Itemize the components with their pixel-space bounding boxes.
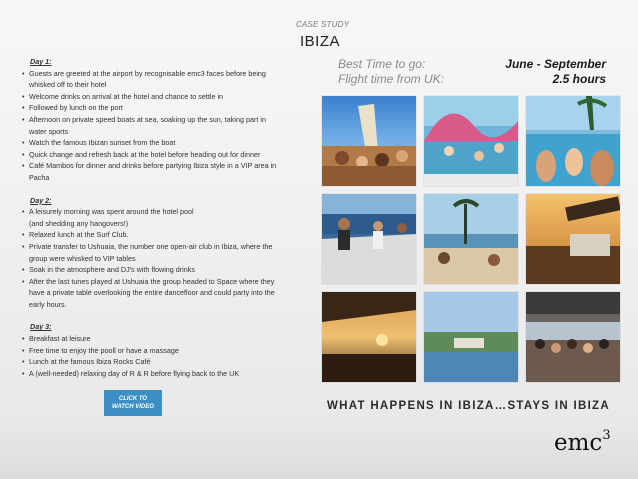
list-item: • Soak in the atmosphere and DJ's with flowing drinks — [22, 264, 302, 276]
itinerary — [22, 56, 302, 390]
list-item: • Quick change and refresh back at the hotel before heading out for dinner — [22, 149, 302, 161]
day-2-list — [22, 206, 302, 310]
best-time-row — [338, 57, 606, 71]
resort-pool-photo — [424, 292, 518, 382]
case-study-kicker: CASE STUDY — [296, 20, 350, 29]
watch-video-line2: WATCH VIDEO — [112, 404, 154, 410]
day-2-title: Day 2: — [30, 195, 52, 205]
list-item: • Lunch at the famous Ibiza Rocks Café — [22, 356, 302, 368]
club-crowd-photo — [526, 292, 620, 382]
pool-friends-photo — [526, 96, 620, 186]
day-3-block — [22, 321, 302, 379]
list-item: • Café Mambos for dinner and drinks before partying Ibiza style in a VIP area in — [22, 160, 302, 172]
list-item: • Afternoon on private speed boats at sea, soaking up the sun, taking part in — [22, 114, 302, 126]
tagline: WHAT HAPPENS IN IBIZA…STAYS IN IBIZA — [327, 400, 610, 412]
best-time-value: June - September — [505, 57, 606, 71]
list-item: (and shedding any hangovers!) — [29, 218, 129, 228]
list-item: • Relaxed lunch at the Surf Club. — [22, 229, 302, 241]
list-item: • Followed by lunch on the port — [22, 102, 302, 114]
logo-text: emc — [554, 430, 603, 456]
list-item: • A leisurely morning was spent around the hotel pool — [22, 206, 302, 218]
sunset-bar-photo — [526, 194, 620, 284]
beach-club-photo — [424, 194, 518, 284]
flight-time-row — [338, 72, 606, 86]
watch-video-button[interactable] — [104, 390, 162, 416]
list-item: whisked off to their hotel — [29, 80, 107, 90]
day-1-block — [22, 56, 302, 184]
flight-time-value: 2.5 hours — [552, 72, 606, 86]
list-item: • Private transfer to Ushuaia, the number one open-air club in Ibiza, where the — [22, 241, 302, 253]
list-item: have a private table overlooking the entire dancefloor and could party into the — [29, 288, 275, 298]
list-item: • Welcome drinks on arrival at the hotel and chance to settle in — [22, 91, 302, 103]
list-item: • After the last tunes played at Ushuaia the group headed to Space where they — [22, 276, 302, 288]
flight-time-label: Flight time from UK: — [338, 72, 445, 86]
list-item: • A (well-needed) relaxing day of R & R before flying back to the UK — [22, 368, 302, 380]
day-2-block — [22, 195, 302, 311]
list-item: • Watch the famous Ibizan sunset from the boat — [22, 137, 302, 149]
watch-video-line1: CLICK TO — [118, 396, 148, 402]
page-title: IBIZA — [300, 33, 341, 50]
day-1-title: Day 1: — [30, 57, 52, 66]
logo-superscript: 3 — [602, 428, 611, 444]
pool-party-photo — [424, 96, 518, 186]
day-3-title: Day 3: — [30, 322, 52, 332]
best-time-label: Best Time to go: — [338, 57, 426, 71]
list-item: • Free time to enjoy the pooll or have a massage — [22, 345, 302, 357]
day-3-list — [22, 333, 302, 379]
party-crowd-photo — [322, 96, 416, 186]
list-item: • Breakfast at leisure — [22, 333, 302, 345]
list-item: early hours. — [29, 299, 67, 309]
list-item: group were whisked to VIP tables — [29, 253, 136, 263]
footer-bar — [0, 424, 638, 479]
list-item: Pacha — [29, 172, 50, 182]
day-1-list — [22, 68, 302, 184]
beach-sunset-photo — [322, 292, 416, 382]
list-item: • Guests are greeted at the airport by recognisable emc3 faces before being — [22, 68, 302, 80]
emc3-logo — [554, 430, 611, 456]
boat-party-photo — [322, 194, 416, 284]
list-item: water sports — [29, 126, 69, 136]
